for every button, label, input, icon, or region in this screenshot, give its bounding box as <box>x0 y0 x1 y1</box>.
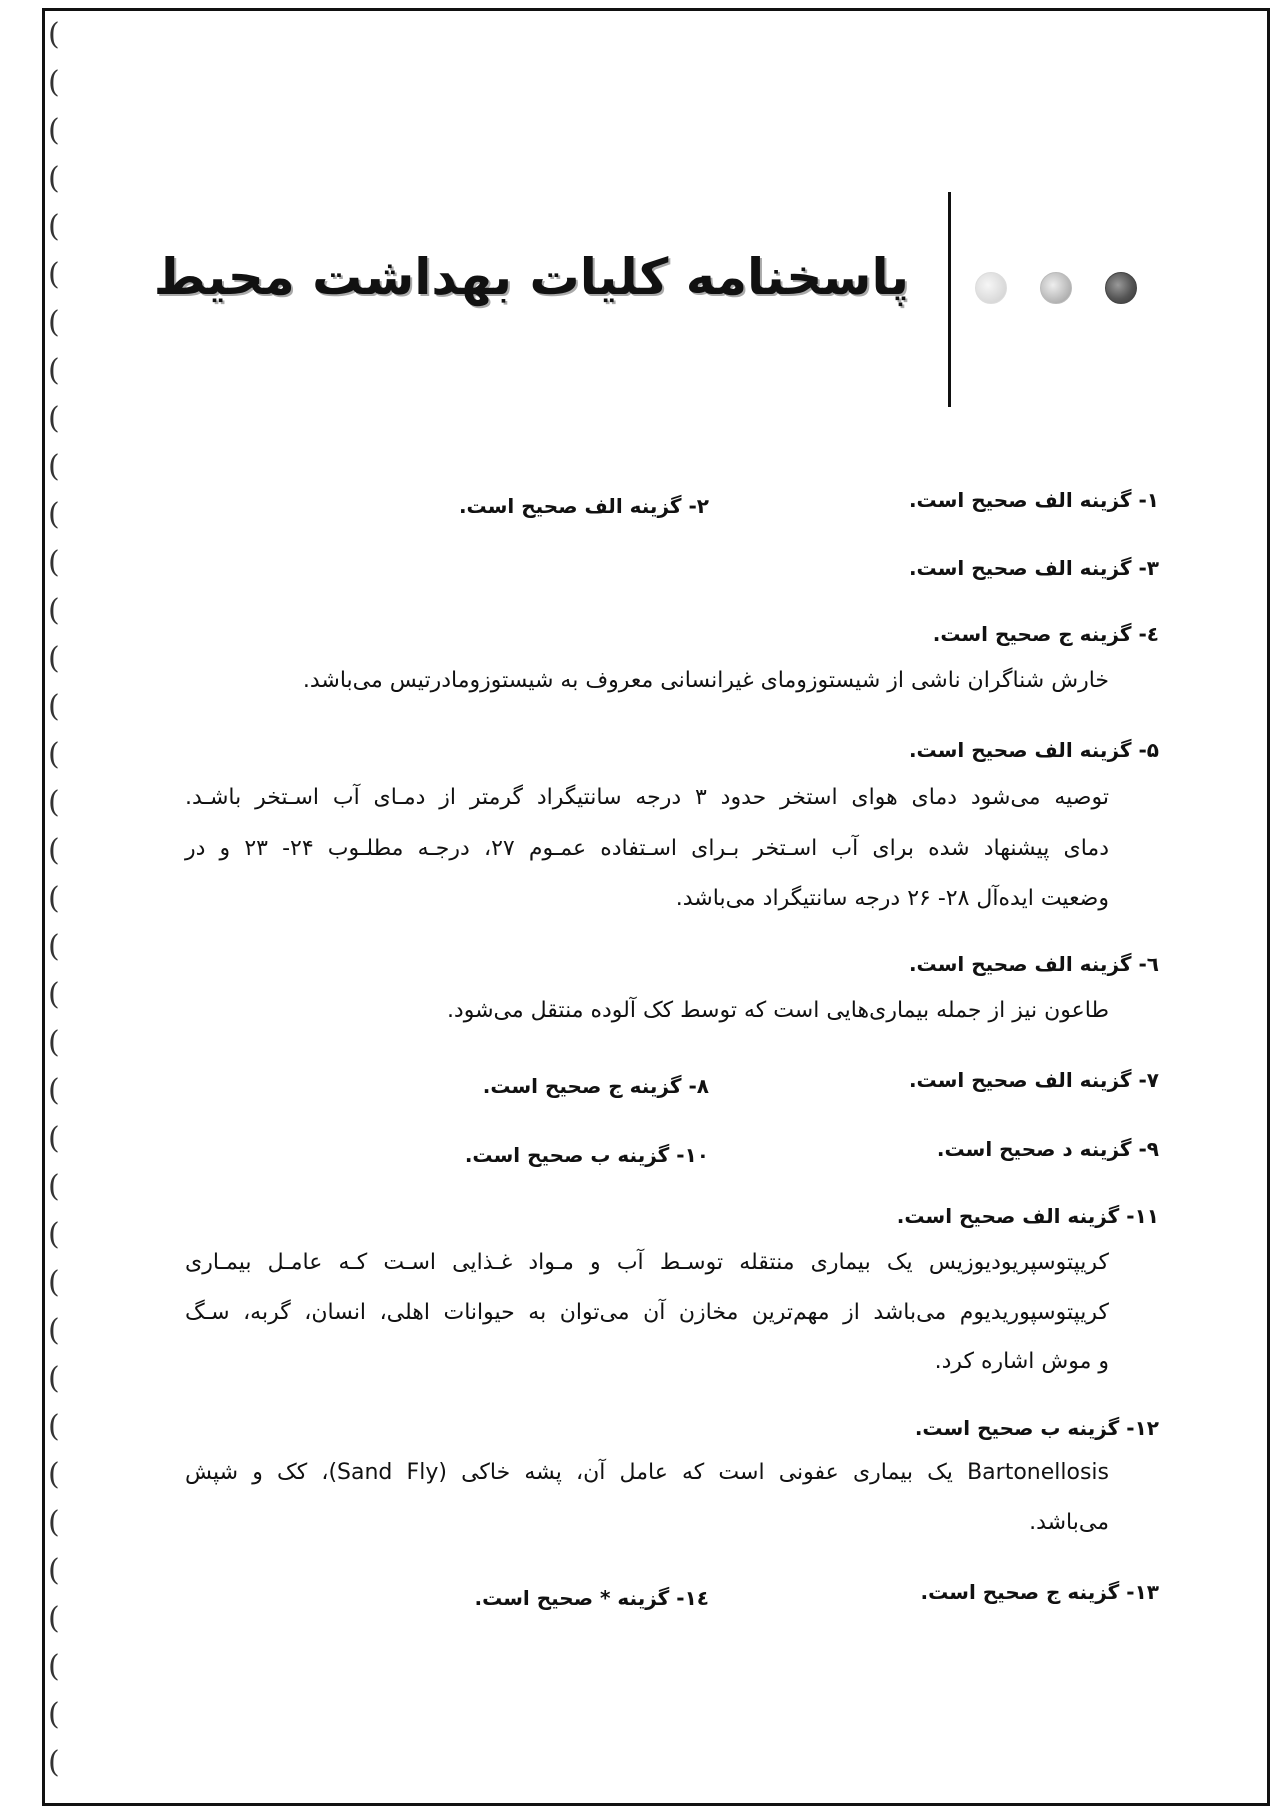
answer-7: ۷- گزینه الف صحیح است. <box>908 1068 1159 1092</box>
answer-11-explanation-line-1: کریپتوسپریودیوزیس یک بیماری منتقله توسـط آب و مـواد غـذایی اسـت کـه عامـل بیمـاری <box>185 1250 1109 1275</box>
answer-10: ۱۰- گزینه ب صحیح است. <box>464 1143 709 1167</box>
answer-1: ۱- گزینه الف صحیح است. <box>908 488 1159 512</box>
answer-4: ٤- گزینه ج صحیح است. <box>932 622 1159 646</box>
dot-light-icon <box>975 272 1007 304</box>
header-divider <box>948 192 951 407</box>
answer-8: ۸- گزینه ج صحیح است. <box>482 1074 709 1098</box>
answer-6-explanation: طاعون نیز از جمله بیماری‌هایی است که توسط کک آلوده منتقل می‌شود. <box>446 998 1109 1023</box>
answer-5-explanation-line-2: دمای پیشنهاد شده برای آب اسـتخر بـرای اسـتفاده عمـوم ۲۷، درجـه مطلـوب ۲۴- ۲۳ و در <box>185 836 1110 861</box>
answer-14: ١٤- گزینه * صحیح است. <box>474 1586 709 1610</box>
decorative-dots <box>975 272 1155 312</box>
answer-5-explanation-line-1: توصیه می‌شود دمای هوای استخر حدود ۳ درجه سانتیگراد گرمتر از دمـای آب اسـتخر باشـد. <box>185 785 1109 810</box>
answer-9: ۹- گزینه د صحیح است. <box>936 1137 1159 1161</box>
answer-5-explanation-line-3: وضعیت ایده‌آل ۲۸- ۲۶ درجه سانتیگراد می‌باشد. <box>675 886 1109 911</box>
answer-11-explanation-line-3: و موش اشاره کرد. <box>934 1349 1109 1374</box>
answer-3: ۳- گزینه الف صحیح است. <box>908 556 1159 580</box>
answer-6: ٦- گزینه الف صحیح است. <box>908 952 1159 976</box>
answer-11: ۱۱- گزینه الف صحیح است. <box>896 1204 1159 1228</box>
page-title: پاسخنامه کلیات بهداشت محیط <box>153 248 909 306</box>
answer-11-explanation-line-2: کریپتوسپوریدیوم می‌باشد از مهم‌ترین مخازن آن می‌توان به حیوانات اهلی، انسان، گربه، سـگ <box>185 1300 1109 1325</box>
dot-dark-icon <box>1105 272 1137 304</box>
binding-holes: ( ( ( ( ( ( ( ( ( ( ( ( ( ( ( ( ( ( ( ( ( ( ( ( ( ( ( ( ( ( ( ( ( ( ( ( ( <box>48 17 60 1780</box>
answer-5: ۵- گزینه الف صحیح است. <box>908 738 1159 762</box>
answer-2: ۲- گزینه الف صحیح است. <box>458 494 709 518</box>
answer-4-explanation: خارش شناگران ناشی از شیستوزومای غیرانسانی معروف به شیستوزومادرتیس می‌باشد. <box>302 668 1109 693</box>
answer-13: ۱۳- گزینه ج صحیح است. <box>920 1580 1159 1604</box>
answer-12-explanation-line-1: Bartonellosis یک بیماری عفونی است که عامل آن، پشه خاکی (Sand Fly)، کک و شپش <box>185 1460 1109 1485</box>
dot-medium-icon <box>1040 272 1072 304</box>
answer-12: ۱۲- گزینه ب صحیح است. <box>914 1416 1159 1440</box>
answer-12-explanation-line-2: می‌باشد. <box>1029 1510 1109 1535</box>
